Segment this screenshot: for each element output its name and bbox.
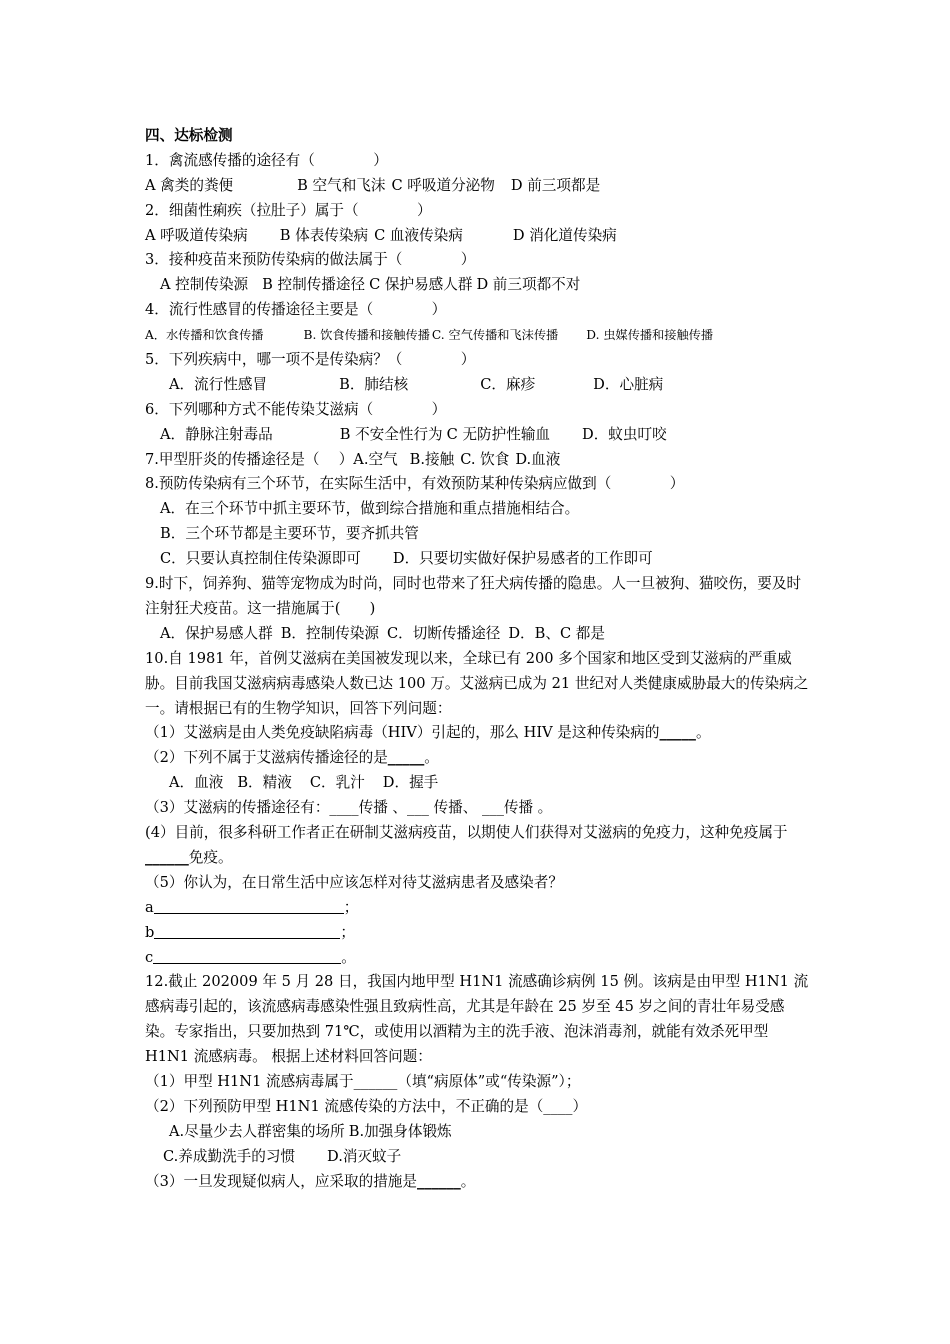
q10-sub1-text: （1）艾滋病是由人类免疫缺陷病毒（HIV）引起的，那么 HIV 是这种传染病的 xyxy=(145,724,660,742)
q12-option-b: B.加强身体锻炼 xyxy=(348,1122,452,1140)
q12-sub1: （1）甲型 H1N1 流感病毒属于______（填“病原体”或“传染源”）； xyxy=(145,1073,581,1091)
q10-sub3: （3）艾滋病的传播途径有：____传播 、___ 传播、 ___传播 。 xyxy=(145,799,553,817)
q3-option-a: A 控制传染源 xyxy=(160,276,249,294)
answer-c-label: c xyxy=(145,948,154,966)
q10-sub2-option-b: B．精液 xyxy=(237,774,292,792)
q5-options xyxy=(145,373,815,398)
q4-option-c: C. 空气传播和飞沫传播 xyxy=(431,328,559,343)
q5-option-c: C．麻疹 xyxy=(480,375,536,393)
q9-options xyxy=(145,622,815,647)
q2-option-a: A 呼吸道传染病 xyxy=(145,226,248,244)
q12-sub2: （2）下列预防甲型 H1N1 流感传染的方法中，不正确的是（____） xyxy=(145,1097,588,1115)
q12-sub3-text: （3）一旦发现疑似病人，应采取的措施是 xyxy=(145,1172,417,1190)
q7-option-c: C. 饮食 xyxy=(460,450,510,468)
q10-sub2-text: （2）下列不属于艾滋病传播途径的是 xyxy=(145,749,388,767)
q8-stem: 8.预防传染病有三个环节，在实际生活中，有效预防某种传染病应做到（ ） xyxy=(145,475,685,493)
q7 xyxy=(145,448,815,473)
q1-stem: 1．禽流感传播的途径有（ ） xyxy=(145,151,388,169)
answer-c-line[interactable] xyxy=(153,948,341,964)
q8-option-c: C．只要认真控制住传染源即可 xyxy=(160,550,361,568)
q12-sub3-end: 。 xyxy=(460,1172,476,1190)
q6-option-d: D．蚊虫叮咬 xyxy=(582,425,667,443)
q3-options xyxy=(145,273,815,298)
q3-option-d: D 前三项都不对 xyxy=(476,276,581,294)
q5-option-a: A．流行性感冒 xyxy=(169,375,268,393)
answer-a-line[interactable] xyxy=(154,898,344,914)
answer-a-end: ； xyxy=(343,898,359,916)
q3-option-c: C 保护易感人群 xyxy=(369,276,473,294)
q10-answer-b xyxy=(145,921,815,946)
q10-sub4-blank: ______ xyxy=(145,848,189,866)
q10-sub1 xyxy=(145,721,815,746)
q9-option-d: D．B、C 都是 xyxy=(508,624,605,642)
q10-sub5: （5）你认为，在日常生活中应该怎样对待艾滋病患者及感染者？ xyxy=(145,873,563,891)
q4-options xyxy=(145,323,815,348)
q3-stem: 3．接种疫苗来预防传染病的做法属于（ ） xyxy=(145,251,476,269)
q1-options xyxy=(145,174,815,199)
q10-sub1-blank: _____ xyxy=(659,724,696,742)
q10-sub2-option-d: D．握手 xyxy=(382,774,439,792)
q3-option-b: B 控制传播途径 xyxy=(262,276,366,294)
answer-c-end: 。 xyxy=(341,948,356,966)
q8-option-d: D．只要切实做好保护易感者的工作即可 xyxy=(392,550,653,568)
q10-sub4 xyxy=(145,821,809,871)
q6-stem: 6．下列哪种方式不能传染艾滋病（ ） xyxy=(145,400,447,418)
q1-option-b: B 空气和飞沫 xyxy=(297,176,386,194)
q9-option-c: C．切断传播途径 xyxy=(387,624,501,642)
q10-sub2-option-c: C．乳汁 xyxy=(309,774,365,792)
q9-option-a: A．保护易感人群 xyxy=(160,624,273,642)
q4-option-d: D. 虫媒传播和接触传播 xyxy=(586,328,714,343)
q12-stem: 12.截止 202009 年 5 月 28 日，我国内地甲型 H1N1 流感确诊病例 15 例。该病是由甲型 H1N1 流感病毒引起的，该流感病毒感染性强且致病性高，尤其是年龄在 25 岁至 45 岁之间的青壮年易受感染。专家指出，只要加热到 71℃，或使用以酒精为主的洗手液、泡沫消毒剂，就能有效杀死甲型 H1N1 流感病毒。 根据上述材料回答问题： xyxy=(145,973,809,1066)
q9-option-b: B．控制传染源 xyxy=(280,624,379,642)
q10-sub2-option-a: A．血液 xyxy=(169,774,224,792)
q12-sub3-blank: ______ xyxy=(416,1172,461,1190)
q10-sub2-options xyxy=(145,771,815,796)
q2-option-d: D 消化道传染病 xyxy=(512,226,617,244)
q6-options xyxy=(145,423,815,448)
q8-options-cd xyxy=(145,547,815,572)
q6-option-a: A．静脉注射毒品 xyxy=(160,425,273,443)
q12-option-d: D.消灭蚊子 xyxy=(327,1147,402,1165)
q10-sub1-end: 。 xyxy=(695,724,711,742)
q9-stem: 9.时下，饲养狗、猫等宠物成为时尚，同时也带来了狂犬病传播的隐患。人一旦被狗、猫咬伤，要及时注射狂犬疫苗。这一措施属于( ) xyxy=(145,575,802,617)
q5-option-d: D．心脏病 xyxy=(593,375,664,393)
q4-option-a: A．水传播和饮食传播 xyxy=(145,328,264,343)
q5-option-b: B．肺结核 xyxy=(339,375,409,393)
q8-option-b: B．三个环节都是主要环节，要齐抓共管 xyxy=(160,525,419,543)
q6-option-b: B 不安全性行为 xyxy=(339,425,443,443)
q1-option-d: D 前三项都是 xyxy=(510,176,601,194)
q10-answer-a xyxy=(145,896,815,921)
q10-sub2-end: 。 xyxy=(424,749,439,767)
q7-option-b: B.接触 xyxy=(409,450,455,468)
q12-sub2-options-ab xyxy=(145,1120,815,1145)
q1-option-c: C 呼吸道分泌物 xyxy=(391,176,495,194)
q10-sub2 xyxy=(145,746,815,771)
q7-option-d: D.血液 xyxy=(515,450,561,468)
q12-sub3 xyxy=(145,1170,815,1195)
q2-stem: 2．细菌性痢疾（拉肚子）属于（ ） xyxy=(145,201,432,219)
q12-option-c: C.养成勤洗手的习惯 xyxy=(163,1147,296,1165)
q7-stem: 7.甲型肝炎的传播途径是（ ） xyxy=(145,450,354,468)
answer-b-end: ； xyxy=(340,923,355,941)
q2-option-b: B 体表传染病 xyxy=(279,226,369,244)
q10-stem: 10.自 1981 年，首例艾滋病在美国被发现以来，全球已有 200 多个国家和地区受到艾滋病的严重威胁。目前我国艾滋病病毒感染人数已达 100 万。艾滋病已成为 21 世纪对人类健康威胁最大的传染病之一。请根据已有的生物学知识，回答下列问题： xyxy=(145,649,809,717)
q4-option-b: B. 饮食传播和接触传播 xyxy=(303,328,430,343)
q12-option-a: A.尽量少去人群密集的场所 xyxy=(169,1122,345,1140)
q8-option-a: A．在三个环节中抓主要环节，做到综合措施和重点措施相结合。 xyxy=(160,500,580,518)
answer-b-label: b xyxy=(145,923,155,941)
q10-answer-c xyxy=(145,946,815,971)
q2-option-c: C 血液传染病 xyxy=(374,226,463,244)
q10-sub4-text: (4）目前，很多科研工作者正在研制艾滋病疫苗，以期使人们获得对艾滋病的免疫力，这种免疫属于 xyxy=(145,824,788,842)
answer-a-label: a xyxy=(145,898,154,916)
answer-b-line[interactable] xyxy=(154,923,340,939)
q10-sub4-end: 免疫。 xyxy=(188,848,233,866)
q10-sub2-blank: _____ xyxy=(387,749,425,767)
q1-option-a: A 禽类的粪便 xyxy=(145,176,234,194)
worksheet xyxy=(145,124,815,1194)
q12-sub2-options-cd xyxy=(145,1145,815,1170)
q4-stem: 4．流行性感冒的传播途径主要是（ ） xyxy=(145,301,447,319)
q5-stem: 5．下列疾病中，哪一项不是传染病？（ ） xyxy=(145,351,476,369)
q7-option-a: A.空气 xyxy=(353,450,398,468)
q2-options xyxy=(145,224,815,249)
q6-option-c: C 无防护性输血 xyxy=(446,425,551,443)
section-title: 四、达标检测 xyxy=(145,127,233,144)
